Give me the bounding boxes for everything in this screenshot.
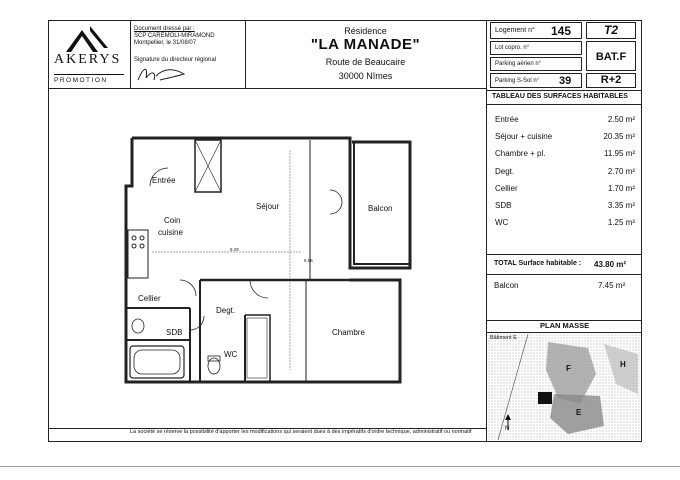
- bat-value: BAT.F: [586, 41, 636, 71]
- firm-name: SCP CAREMOLI-MIRAMOND: [134, 33, 215, 39]
- surface-row: [495, 167, 635, 176]
- logement-cell: [490, 22, 582, 39]
- page-bottom-rule: [0, 466, 680, 467]
- balcon-value: 7.45 m²: [598, 281, 626, 290]
- surface-row-value: 11.95 m²: [604, 149, 635, 159]
- balcon-label: Balcon: [494, 281, 519, 290]
- site-plan: [488, 334, 640, 440]
- level-value: R+2: [586, 73, 636, 88]
- total-label: TOTAL Surface habitable :: [494, 260, 582, 267]
- logo-block: [52, 22, 128, 86]
- residence-block: [245, 26, 486, 81]
- total-top-rule: [486, 254, 642, 255]
- surfaces-title-rule: [486, 104, 642, 105]
- doc-info: [134, 26, 244, 47]
- parking-aerien-label: Parking aérien n°: [495, 61, 542, 67]
- surface-row: [495, 132, 635, 141]
- right-column-divider: [486, 20, 487, 442]
- type-value: T2: [586, 22, 636, 39]
- surface-row: [495, 115, 635, 124]
- site-letter-f: F: [566, 364, 571, 373]
- surface-row-label: WC: [495, 218, 509, 228]
- floor-plan: [120, 130, 420, 390]
- surface-row-value: 2.70 m²: [607, 166, 635, 176]
- surface-row-value: 1.25 m²: [607, 218, 635, 228]
- surface-row: [495, 149, 635, 158]
- surfaces-top-rule: [486, 90, 642, 91]
- room-sdb: SDB: [166, 328, 183, 337]
- parking-aerien-cell: [490, 57, 582, 71]
- header-bottom-rule: [48, 88, 486, 89]
- residence-label: Résidence: [344, 26, 387, 36]
- dimension-1: 6.29: [230, 247, 239, 252]
- header-divider-logo: [130, 20, 131, 88]
- surface-row: [495, 201, 635, 210]
- room-entree: Entrée: [152, 176, 176, 185]
- lot-label: Lot copro. n°: [495, 45, 530, 51]
- plan-masse-title: PLAN MASSE: [540, 321, 590, 330]
- surface-row-label: Entrée: [495, 115, 519, 124]
- plan-masse-title-rule: [486, 332, 642, 333]
- site-plan-map-icon: [488, 334, 640, 440]
- surface-row-label: Chambre + pl.: [495, 149, 546, 159]
- residence-name: "LA MANADE": [310, 36, 421, 53]
- surface-row-value: 20.35 m²: [603, 132, 635, 142]
- logo-sub: PROMOTION: [54, 74, 124, 84]
- surface-row-value: 1.70 m²: [607, 183, 635, 193]
- dimension-2: 6.86: [304, 258, 313, 263]
- room-coin: Coin: [164, 216, 181, 225]
- surface-row-label: SDB: [495, 201, 512, 210]
- signature-icon: [134, 62, 194, 86]
- logement-label: Logement n°: [495, 27, 535, 34]
- room-balcon: Balcon: [368, 204, 393, 213]
- floor-plan-drawing: [120, 130, 420, 390]
- north-label: N: [505, 426, 510, 432]
- surface-row-value: 2.50 m²: [607, 115, 635, 124]
- total-value: 43.80 m²: [594, 260, 627, 269]
- residence-city: 30000 Nîmes: [338, 71, 393, 81]
- total-bottom-rule: [486, 274, 642, 275]
- disclaimer: La société se réserve la possibilité d'apporter les modifications qui seraient dues à des impératifs d'ordre technique, administratif ou normatif: [130, 429, 472, 435]
- drawn-by-label: Document dressé par :: [134, 26, 195, 32]
- room-cuisine: cuisine: [158, 228, 183, 237]
- site-letter-e: E: [576, 408, 582, 417]
- surface-row: [495, 184, 635, 193]
- surface-row-label: Cellier: [495, 183, 518, 193]
- room-chambre: Chambre: [332, 328, 365, 337]
- lot-cell: [490, 41, 582, 55]
- surface-row-label: Degt.: [495, 166, 515, 176]
- surface-row-label: Séjour + cuisine: [495, 132, 553, 142]
- room-cellier: Cellier: [138, 294, 161, 303]
- info-table: [490, 22, 638, 90]
- logement-value: 145: [551, 24, 572, 38]
- room-degt: Degt.: [216, 306, 236, 315]
- parking-ss-value: 39: [559, 75, 572, 87]
- surface-row: [495, 218, 635, 227]
- parking-ss-label: Parking S-Sol n°: [495, 78, 540, 84]
- residence-street: Route de Beaucaire: [325, 57, 406, 67]
- room-sejour: Séjour: [256, 202, 280, 211]
- signature-label: Signature du directeur régional: [134, 57, 217, 63]
- parking-ss-cell: [490, 73, 582, 88]
- site-letter-h: H: [620, 360, 626, 369]
- place-date: Montpellier, le 31/08/07: [134, 40, 197, 46]
- site-building-label: Bâtiment E: [490, 335, 517, 341]
- surface-row-value: 3.35 m²: [607, 201, 635, 210]
- room-wc: WC: [224, 350, 238, 359]
- logo-brand: AKERYS: [54, 52, 122, 67]
- surfaces-title: TABLEAU DES SURFACES HABITABLES: [492, 93, 628, 100]
